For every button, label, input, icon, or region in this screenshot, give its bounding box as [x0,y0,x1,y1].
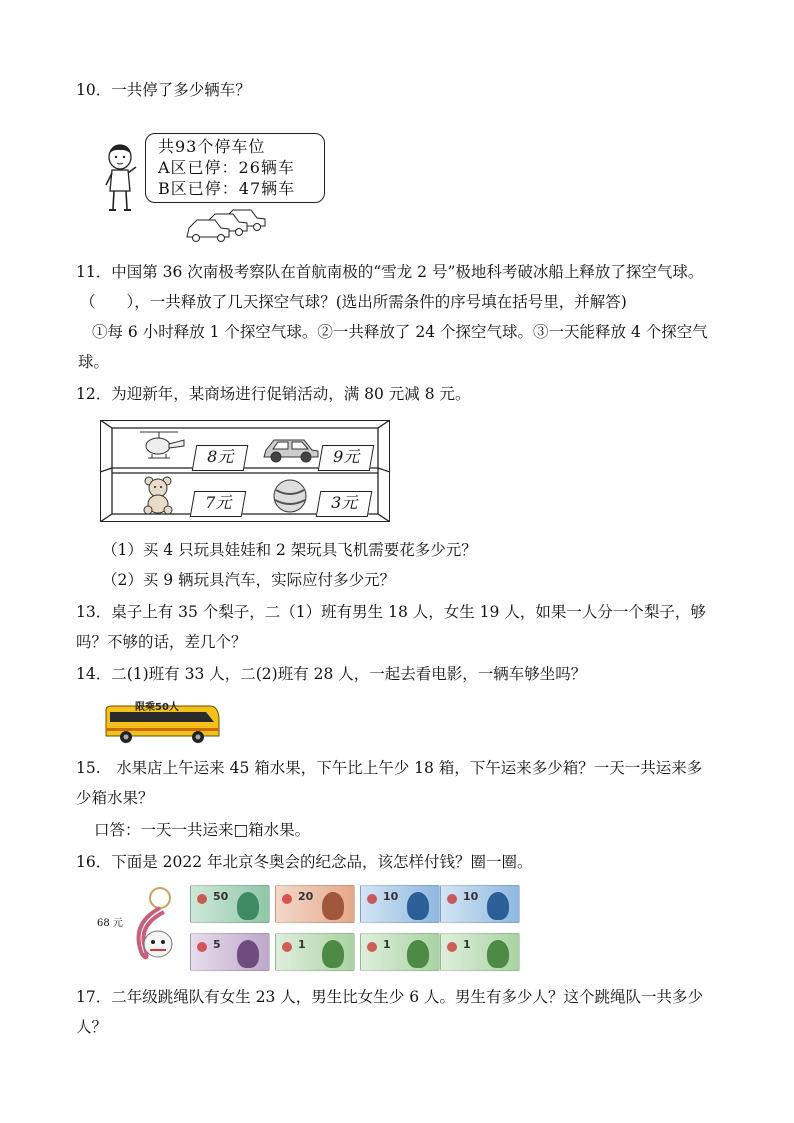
price-tag-teddy-bear: 7元 [190,491,247,517]
olympic-keychain-icon [120,884,184,968]
question-10: 10．一共停了多少辆车？ [76,81,251,99]
question-12-part-1: （1）买 4 只玩具娃娃和 2 架玩具飞机需要花多少元？ [102,541,477,559]
banknote-1-a[interactable]: 1 [275,933,355,971]
parked-cars-illustration [185,206,275,242]
banknote-20[interactable]: 20 [275,885,355,923]
toy-car-icon [262,432,322,464]
question-15-line-1: 15. 水果店上午运来 45 箱水果，下午比上午少 18 箱，下午运来多少箱？一天一共运来多 [76,759,703,777]
parking-speech-bubble [145,133,325,203]
question-17-line-2: 人？ [76,1018,108,1036]
banknote-1-b[interactable]: 1 [360,933,440,971]
bubble-line-zone-a: A区已停：26辆车 [158,158,295,177]
question-11-line-3: ①每 6 小时释放 1 个探空气球。②一共释放了 24 个探空气球。③一天能释放 4 个探空气 [92,323,708,341]
banknote-10-a[interactable]: 10 [360,885,440,923]
question-13-line-2: 吗？不够的话，差几个？ [76,633,247,651]
bubble-line-zone-b: B区已停：47辆车 [158,179,296,198]
question-15-answer-line: 口答：一天一共运来□箱水果。 [94,821,311,839]
bus-capacity-sign: 限乘50人 [135,702,179,713]
question-15-line-2: 少箱水果？ [76,789,154,807]
boy-illustration [100,143,140,215]
question-17-line-1: 17．二年级跳绳队有女生 23 人，男生比女生少 6 人。男生有多少人？这个跳绳队一共多少 [76,988,704,1006]
toy-ball-icon [272,478,308,514]
keychain-price-label: 68 元 [97,918,123,929]
bubble-line-total: 共93个停车位 [158,137,266,156]
question-11-line-2: （ ），一共释放了几天探空气球？(选出所需条件的序号填在括号里，并解答) [80,293,627,311]
question-12-part-2: （2）买 9 辆玩具汽车，实际应付多少元？ [102,571,396,589]
price-tag-helicopter: 8元 [192,445,249,471]
question-12: 12．为迎新年，某商场进行促销活动，满 80 元减 8 元。 [76,385,471,403]
toy-teddy-bear-icon [140,476,176,514]
question-13-line-1: 13．桌子上有 35 个梨子，二（1）班有男生 18 人，女生 19 人，如果一人分一个梨子，够 [76,603,706,621]
question-11-line-4: 球。 [78,353,110,371]
banknote-1-c[interactable]: 1 [440,933,520,971]
toy-helicopter-icon [138,428,188,466]
banknote-10-b[interactable]: 10 [440,885,520,923]
price-tag-ball: 3元 [316,491,373,517]
banknote-5[interactable]: 5 [190,933,270,971]
price-tag-car: 9元 [318,445,375,471]
question-11-line-1: 11．中国第 36 次南极考察队在首航南极的“雪龙 2 号”极地科考破冰船上释放了探空气球。 [76,263,704,281]
question-16: 16．下面是 2022 年北京冬奥会的纪念品，该怎样付钱？圈一圈。 [76,853,533,871]
banknote-50[interactable]: 50 [190,885,270,923]
question-14: 14．二(1)班有 33 人，二(2)班有 28 人，一起去看电影，一辆车够坐吗？ [76,665,587,683]
